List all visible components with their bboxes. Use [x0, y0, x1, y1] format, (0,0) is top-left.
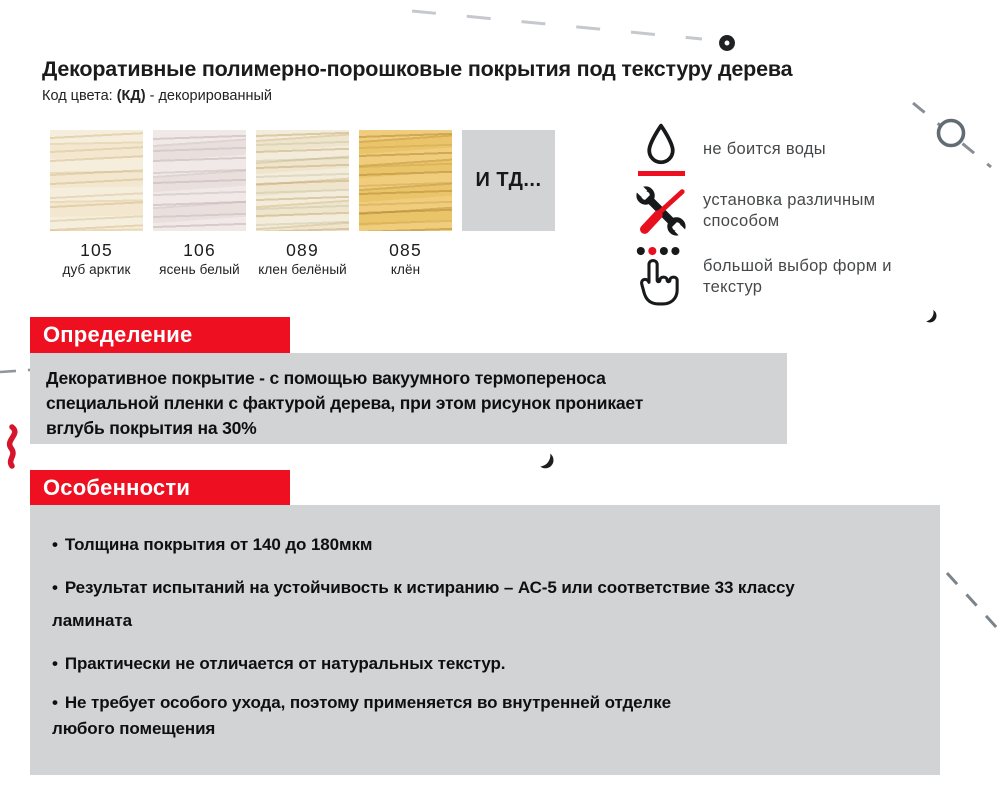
- definition-text: Декоративное покрытие - с помощью вакуумного термопереноса специальной пленки с фактурой дерева, при этом рисунок проникает вглубь покрытия на 30%: [46, 368, 644, 438]
- feature-label: большой выбор форм и текстур: [703, 257, 892, 296]
- feature-bullet: • Результат испытаний на устойчивость к истиранию – АС-5 или соответствие 33 классу ламината: [52, 571, 842, 637]
- wood-texture-sample: [50, 130, 143, 231]
- water-drop-icon: [640, 122, 682, 168]
- swatch-name: клен белёный: [258, 262, 347, 277]
- feature-bullet: • Толщина покрытия от 140 до 180мкм: [52, 529, 916, 561]
- dashed-line-decoration: [400, 0, 745, 60]
- feature-bullet: • Не требует особого ухода, поэтому применяется во внутренней отделке любого помещения: [52, 690, 702, 743]
- swatch-code: 106: [183, 240, 216, 260]
- swatch-maple: [359, 130, 452, 277]
- comma-decoration: [537, 452, 559, 474]
- feature-label: не боится воды: [703, 139, 826, 158]
- swatch-name: дуб арктик: [62, 262, 131, 277]
- feature-label: установка различным способом: [703, 191, 876, 230]
- color-code-suffix: - декорированный: [145, 88, 272, 104]
- red-squiggle-decoration: [2, 424, 30, 470]
- swatch-code: 105: [80, 240, 113, 260]
- wood-texture-sample: [256, 130, 349, 231]
- color-code-note: [42, 88, 272, 104]
- features-panel: [30, 505, 940, 775]
- swatch-name: ясень белый: [159, 262, 240, 277]
- feature-choice: [633, 246, 968, 308]
- definition-header: Определение: [30, 317, 290, 353]
- red-underline: [638, 171, 685, 176]
- wood-texture-sample: [359, 130, 452, 231]
- swatch-ash-white: [153, 130, 246, 277]
- feature-installation: [633, 185, 968, 237]
- feature-water: [633, 122, 968, 176]
- features-header: Особенности: [30, 470, 290, 506]
- swatch-oak-arctic: [50, 130, 143, 277]
- page-title: Декоративные полимерно-порошковые покрытия под текстуру дерева: [42, 57, 793, 81]
- wood-texture-sample: [153, 130, 246, 231]
- dash-decoration: [942, 566, 1000, 634]
- definition-panel: [30, 353, 787, 444]
- swatch-code: 089: [286, 240, 319, 260]
- more-swatches-label: И ТД...: [475, 169, 542, 191]
- swatch-name: клён: [390, 262, 421, 277]
- feature-bullet: • Практически не отличается от натуральных текстур.: [52, 648, 916, 680]
- more-swatches-box: [462, 130, 555, 231]
- color-code-prefix: Код цвета:: [42, 88, 117, 104]
- swatch-maple-bleached: [256, 130, 349, 277]
- swatch-row: [50, 130, 555, 277]
- feature-icons: [633, 122, 968, 317]
- tools-icon: [634, 185, 688, 237]
- swatch-code: 085: [389, 240, 422, 260]
- color-code-value: (КД): [116, 88, 146, 104]
- hand-choice-icon: [636, 246, 686, 308]
